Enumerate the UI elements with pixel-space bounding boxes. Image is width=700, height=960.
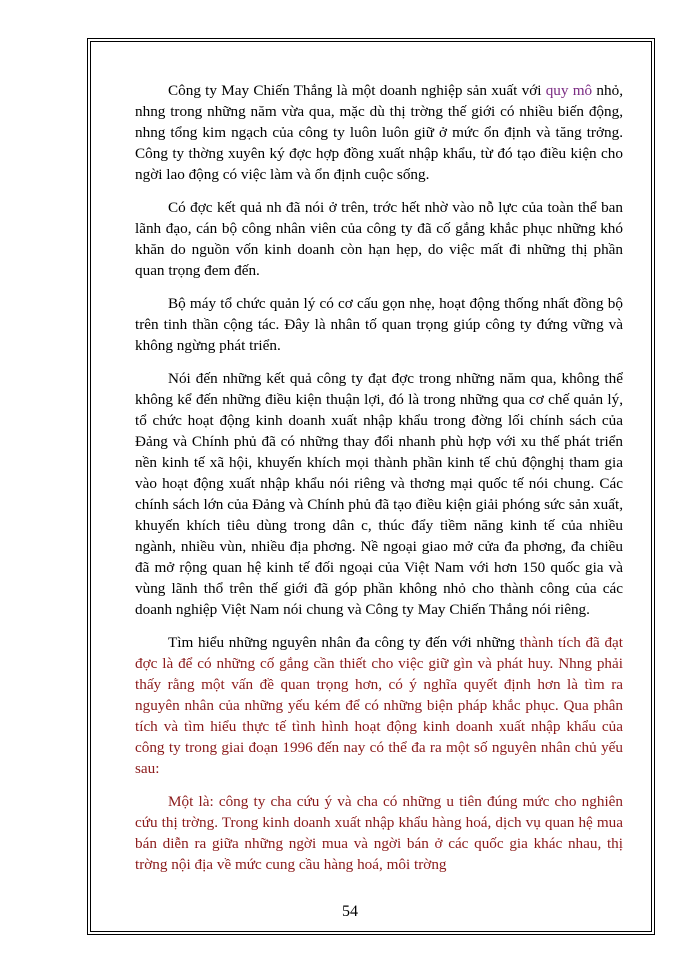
paragraph-1-text-end: nhỏ, nhng trong những năm vừa qua, mặc dù thị trờng thế giới có nhiều biến động, nhng tổng kim ngạch của công ty luôn luôn giữ ở mức ổn định và tăng trởng. Công ty thờng xuyên ký đợc hợp đồng xuất nhập khẩu, từ đó tạo điều kiện cho ngời lao động có việc làm và ổn định cuộc sống. (135, 82, 623, 183)
paragraph-5-text-start: Tìm hiểu những nguyên nhân đa công ty đến với những (168, 634, 520, 651)
paragraph-3: Bộ máy tổ chức quản lý có cơ cấu gọn nhẹ, hoạt động thống nhất đồng bộ trên tinh thần cộng tác. Đây là nhân tố quan trọng giúp công ty đứng vững và không ngừng phát triển. (135, 295, 623, 354)
paragraph-2: Có đợc kết quả nh đã nói ở trên, trớc hết nhờ vào nỗ lực của toàn thể ban lãnh đạo, cán bộ công nhân viên của công ty đã cố gắng khắc phục những khó khăn do nguồn vốn kinh doanh còn hạn hẹp, do việc mất đi những thị phần quan trọng đem đến. (135, 199, 623, 279)
hyperlink-quy-mo[interactable]: quy mô (545, 82, 593, 99)
document-body (135, 80, 623, 887)
page-number: 54 (342, 903, 358, 920)
paragraph-5-highlighted-text: thành tích đã đạt đợc là để có những cố gắng cần thiết cho việc giữ gìn và phát huy. Nhng phải thấy rằng một vấn đề quan trọng hơn, có ý nghĩa quyết định hơn là tìm ra nguyên nhân của những yếu kém để có những biện pháp khắc phục. Qua phân tích và tìm hiểu thực tế tình hình hoạt động kinh doanh xuất nhập khẩu của công ty trong giai đoạn 1996 đến nay có thể đa ra một số nguyên nhân chủ yếu sau: (135, 634, 623, 777)
paragraph-1-text-start: Công ty May Chiến Thắng là một doanh nghiệp sản xuất với (168, 82, 546, 99)
paragraph-4: Nói đến những kết quả công ty đạt đợc trong những năm qua, không thể không kể đến những điều kiện thuận lợi, đó là trong những qua cơ chế quản lý, tổ chức hoạt động kinh doanh xuất nhập khẩu trong đờng lối chính sách của Đảng và Chính phủ đã có những thay đổi nhanh phù hợp với xu thế phát triển nền kinh tế xã hội, khuyến khích mọi thành phần kinh tế chủ độnghị tham gia vào hoạt động xuất nhập khẩu nói riêng và thơng mại quốc tế nói chung. Các chính sách lớn của Đảng và Chính phủ đã tạo điều kiện giải phóng sức sản xuất, khuyến khích tiêu dùng trong dân c, thúc đẩy tiềm năng kinh tế của nhiều ngành, nhiều vùn, nhiều địa phơng. Nề ngoại giao mở cửa đa phơng, đa chiều đã mở rộng quan hệ kinh tế đối ngoại của Việt Nam với hơn 150 quốc gia và vùng lãnh thổ trên thế giới đã góp phần không nhỏ cho thành công của các doanh nghiệp Việt Nam nói chung và Công ty May Chiến Thắng nói riêng. (135, 370, 623, 618)
paragraph-1 (135, 80, 623, 185)
paragraph-5 (135, 632, 623, 779)
paragraph-6: Một là: công ty cha cứu ý và cha có những u tiên đúng mức cho nghiên cứu thị trờng. Trong kinh doanh xuất nhập khẩu hàng hoá, dịch vụ quan hệ mua bán diễn ra giữa những ngời mua và ngời bán ở các quốc gia khác nhau, thị trờng nội địa về mức cung cầu hàng hoá, môi trờng (135, 793, 623, 873)
